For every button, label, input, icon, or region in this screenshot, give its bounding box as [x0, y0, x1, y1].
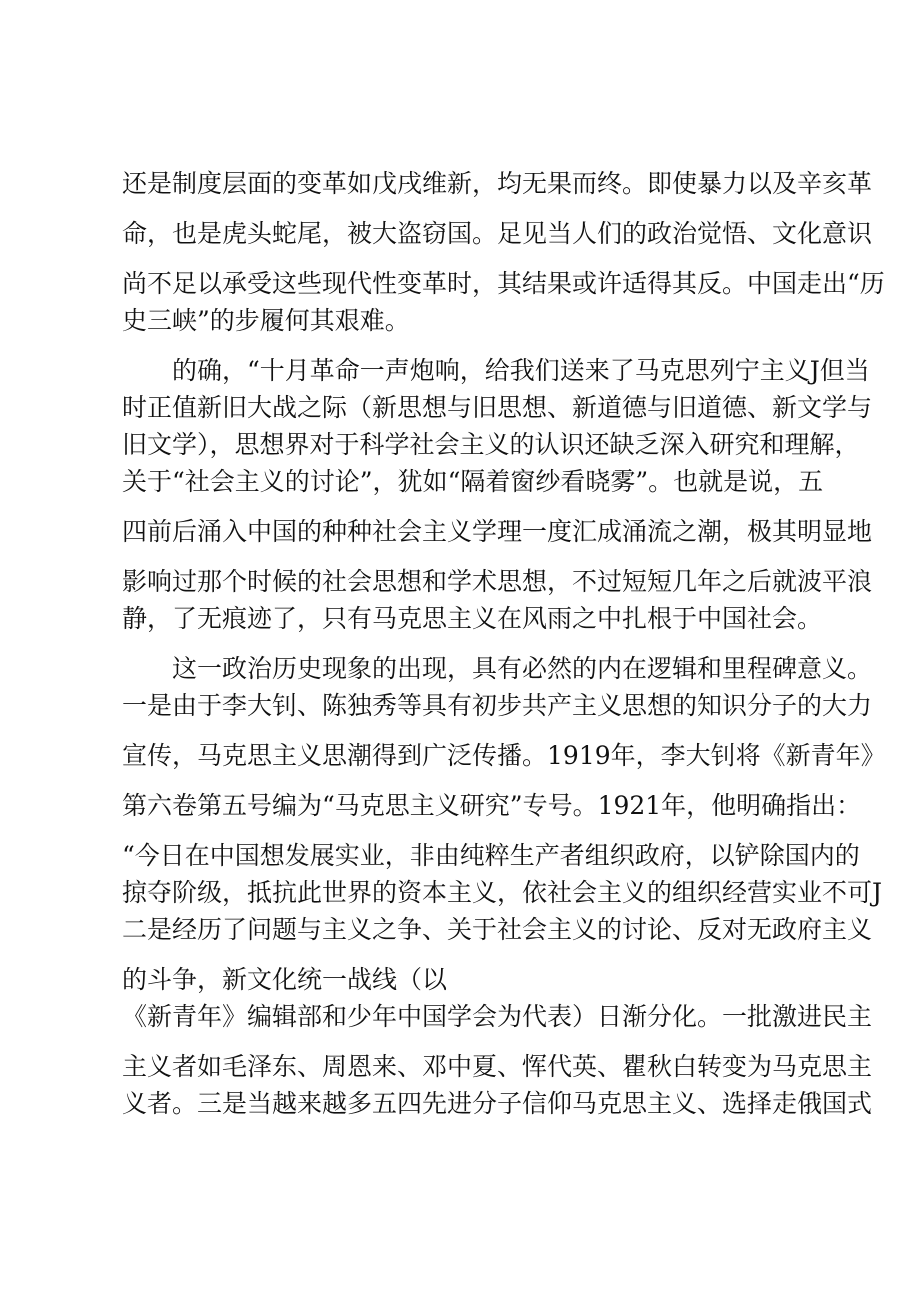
- paragraph-2-line-6: 影响过那个时候的社会思想和学术思想，不过短短几年之后就波平浪: [122, 567, 873, 596]
- paragraph-3-line-11: 义者。三是当越来越多五四先进分子信仰马克思主义、选择走俄国式: [122, 1089, 873, 1118]
- paragraph-2-line-5: 四前后涌入中国的种种社会主义学理一度汇成涌流之潮，极其明显地: [122, 517, 873, 546]
- paragraph-3-line-7: 二是经历了问题与主义之争、关于社会主义的讨论、反对无政府主义: [122, 915, 873, 944]
- paragraph-1-line-4: 史三峡”的步履何其艰难。: [122, 306, 410, 335]
- paragraph-2-line-3: 旧文学），思想界对于科学社会主义的认识还缺乏深入研究和理解，: [122, 430, 860, 459]
- paragraph-1-line-1: 还是制度层面的变革如戊戌维新，均无果而终。即使暴力以及辛亥革: [122, 169, 873, 198]
- paragraph-3-line-10: 主义者如毛泽东、周恩来、邓中夏、恽代英、瞿秋白转变为马克思主: [122, 1052, 873, 1081]
- paragraph-2-line-2: 时正值新旧大战之际（新思想与旧思想、新道德与旧道德、新文学与: [122, 393, 873, 422]
- paragraph-2-line-4: 关于“社会主义的讨论”，犹如“隔着窗纱看晓雾”。也就是说，五: [122, 467, 824, 496]
- paragraph-3-line-6: 掠夺阶级，抵抗此世界的资本主义，依社会主义的组织经营实业不可J: [122, 878, 883, 907]
- paragraph-3-line-1: 这一政治历史现象的出现，具有必然的内在逻辑和里程碑意义。: [172, 654, 873, 683]
- paragraph-3-line-9: 《新青年》编辑部和少年中国学会为代表）日渐分化。一批激进民主: [122, 1002, 873, 1031]
- paragraph-2-line-7: 静，了无痕迹了，只有马克思主义在风雨之中扎根于中国社会。: [122, 604, 823, 633]
- paragraph-3-line-5: “今日在中国想发展实业，非由纯粹生产者组织政府，以铲除国内的: [122, 841, 860, 870]
- paragraph-1-line-2: 命，也是虎头蛇尾，被大盗窃国。足见当人们的政治觉悟、文化意识: [122, 219, 873, 248]
- paragraph-3-line-3: 宣传，马克思主义思潮得到广泛传播。1919年，李大钊将《新青年》: [122, 741, 886, 770]
- paragraph-1-line-3: 尚不足以承受这些现代性变革时，其结果或许适得其反。中国走出“历: [122, 269, 885, 298]
- paragraph-3-line-4: 第六卷第五号编为“马克思主义研究”专号。1921年，他明确指出：: [122, 791, 862, 820]
- paragraph-3-line-8: 的斗争，新文化统一战线（以: [122, 965, 448, 994]
- paragraph-3-line-2: 一是由于李大钊、陈独秀等具有初步共产主义思想的知识分子的大力: [122, 691, 873, 720]
- paragraph-2-line-1: 的确，“十月革命一声炮响，给我们送来了马克思列宁主义J但当: [172, 356, 870, 385]
